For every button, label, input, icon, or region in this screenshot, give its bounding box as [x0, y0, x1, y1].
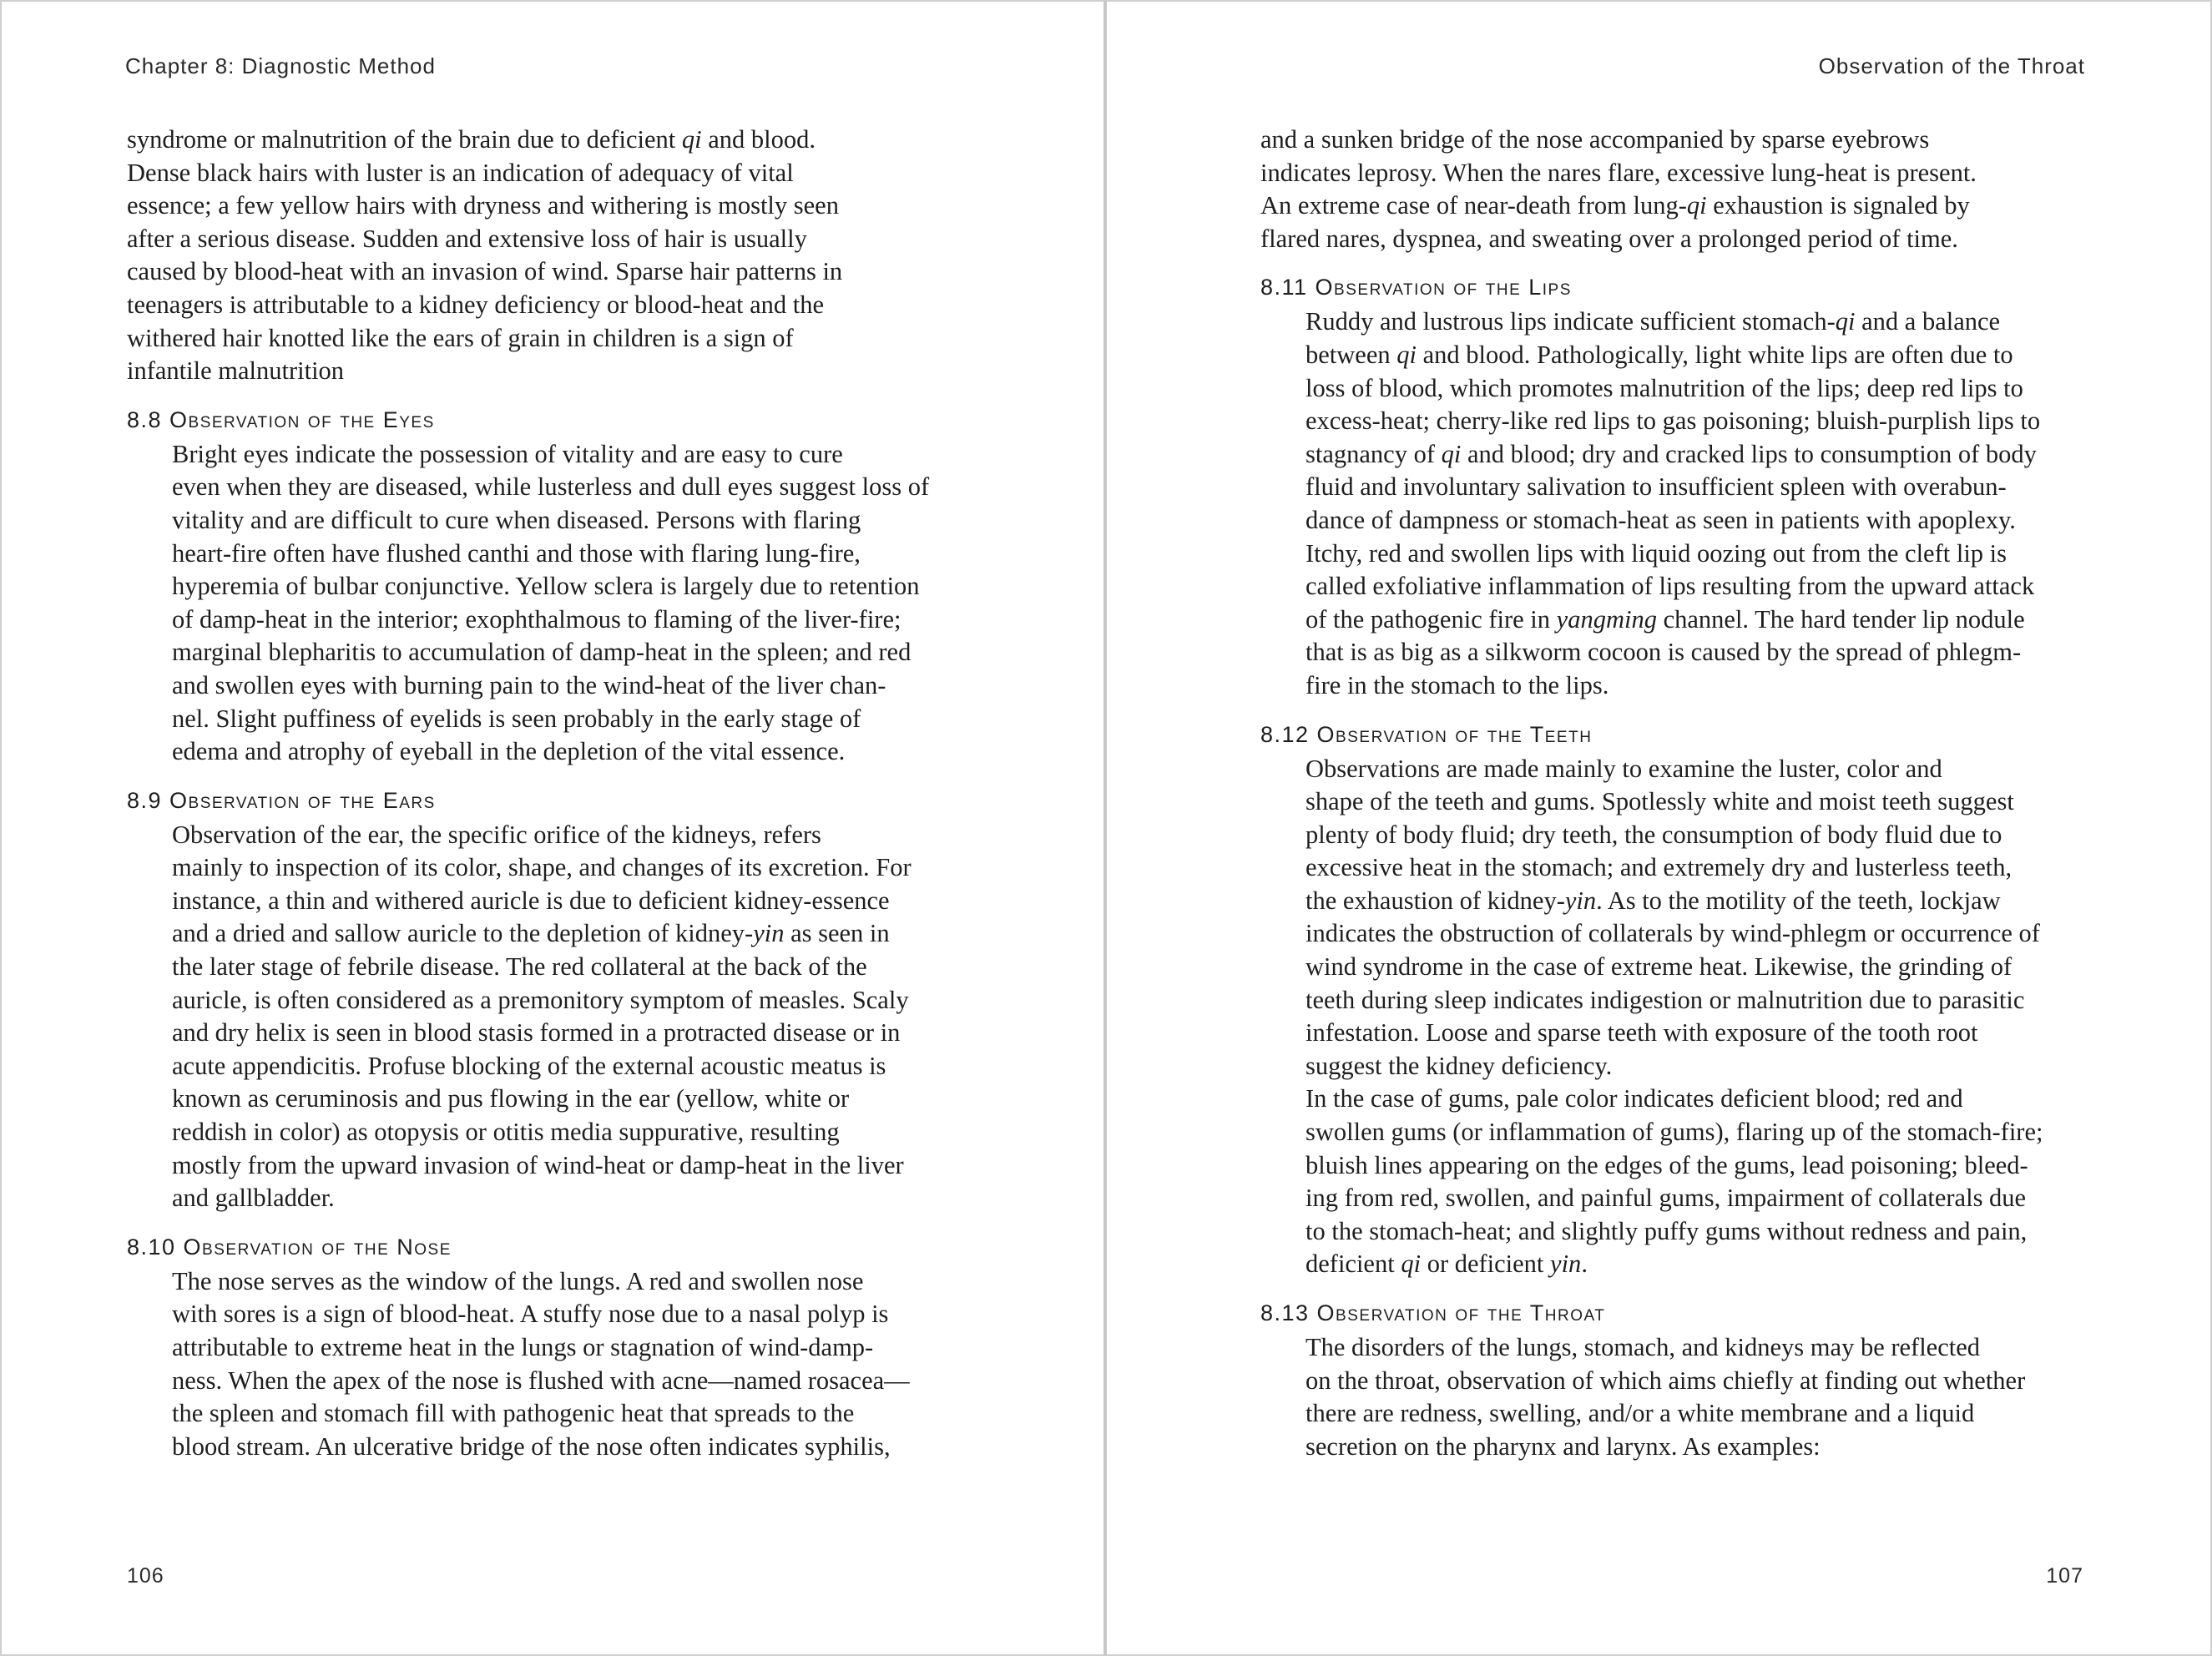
text-line: nel. Slight puffiness of eyelids is seen probably in the early stage of [172, 704, 861, 733]
text-line: ness. When the apex of the nose is flushed with acne—named rosacea— [172, 1366, 910, 1395]
text-line: Itchy, red and swollen lips with liquid oozing out from the cleft lip is [1305, 538, 2007, 568]
text-line: Bright eyes indicate the possession of vitality and are easy to cure [172, 439, 843, 468]
text-line: with sores is a sign of blood-heat. A stuffy nose due to a nasal polyp is [172, 1300, 889, 1329]
text-line: bluish lines appearing on the edges of the gums, lead poisoning; bleed- [1305, 1150, 2028, 1179]
text-line: Observations are made mainly to examine the luster, color and [1305, 754, 1942, 783]
paragraph [127, 124, 953, 388]
text-line: ing from red, swollen, and painful gums, impairment of collaterals due [1305, 1184, 2027, 1213]
page-number: 106 [127, 1564, 164, 1588]
paragraph [1260, 124, 2087, 255]
text-line: to the stomach-heat; and slightly puffy gums without redness and pain, [1305, 1216, 2028, 1245]
text-line: and gallbladder. [172, 1184, 335, 1213]
section-heading: 8.9 Observation of the Ears [127, 787, 436, 813]
text-line: mainly to inspection of its color, shape, and changes of its excretion. For [172, 853, 912, 882]
text-line: loss of blood, which promotes malnutrition of the lips; deep red lips to [1305, 373, 2023, 402]
text-line: secretion on the pharynx and larynx. As examples: [1305, 1431, 1821, 1461]
text-line: shape of the teeth and gums. Spotlessly white and moist teeth suggest [1305, 787, 2014, 816]
text-line: infestation. Loose and sparse teeth with exposure of the tooth root [1305, 1018, 1978, 1048]
text-line: withered hair knotted like the ears of grain in children is a sign of [127, 323, 794, 352]
page-body [127, 124, 953, 1463]
text-line: mostly from the upward invasion of wind-heat or damp-heat in the liver [172, 1150, 904, 1179]
text-line: dance of dampness or stomach-heat as seen in patients with apoplexy. [1305, 505, 2016, 534]
text-line: between qi and blood. Pathologically, light white lips are often due to [1305, 340, 2013, 369]
section-heading: 8.8 Observation of the Eyes [127, 406, 435, 432]
text-line: An extreme case of near-death from lung-qi exhaustion is signaled by [1260, 191, 1970, 220]
text-line: indicates the obstruction of collaterals by wind-phlegm or occurrence of [1305, 919, 2040, 948]
text-line: fluid and involuntary salivation to insufficient spleen with overabun- [1305, 472, 2007, 502]
page-number: 107 [2046, 1564, 2083, 1588]
text-line: indicates leprosy. When the nares flare, excessive lung-heat is present. [1260, 158, 1977, 187]
text-line: blood stream. An ulcerative bridge of the nose often indicates syphilis, [172, 1431, 891, 1461]
text-line: heart-fire often have flushed canthi and those with flaring lung-fire, [172, 538, 861, 568]
text-line: excess-heat; cherry-like red lips to gas poisoning; bluish-purplish lips to [1305, 406, 2041, 436]
page-body [1260, 124, 2087, 1463]
text-line: caused by blood-heat with an invasion of wind. Sparse hair patterns in [127, 257, 843, 286]
text-line: there are redness, swelling, and/or a white membrane and a liquid [1305, 1399, 1975, 1428]
paragraph [1260, 753, 2087, 1083]
text-line: stagnancy of qi and blood; dry and cracked lips to consumption of body [1305, 439, 2037, 468]
left-page [0, 0, 1103, 1656]
text-line: attributable to extreme heat in the lungs or stagnation of wind-damp- [172, 1333, 874, 1361]
text-line: suggest the kidney deficiency. [1305, 1051, 1613, 1080]
paragraph [127, 819, 953, 1215]
text-line: and a sunken bridge of the nose accompanied by sparse eyebrows [1260, 125, 1930, 154]
text-line: instance, a thin and withered auricle is due to deficient kidney-essence [172, 886, 890, 915]
text-line: edema and atrophy of eyeball in the depletion of the vital essence. [172, 737, 846, 766]
text-line: after a serious disease. Sudden and extensive loss of hair is usually [127, 224, 807, 253]
text-line: fire in the stomach to the lips. [1305, 670, 1609, 699]
text-line: plenty of body fluid; dry teeth, the consumption of body fluid due to [1305, 820, 2002, 849]
text-line: infantile malnutrition [127, 356, 345, 386]
text-line: auricle, is often considered as a premonitory symptom of measles. Scaly [172, 985, 909, 1014]
right-page [1107, 0, 2212, 1656]
text-line: marginal blepharitis to accumulation of damp-heat in the spleen; and red [172, 638, 912, 667]
paragraph [1260, 1331, 2087, 1463]
text-line: known as ceruminosis and pus flowing in the ear (yellow, white or [172, 1084, 850, 1113]
text-line: flared nares, dyspnea, and sweating over a prolonged period of time. [1260, 224, 1958, 253]
text-line: hyperemia of bulbar conjunctive. Yellow sclera is largely due to retention [172, 572, 920, 601]
paragraph [1260, 305, 2087, 702]
text-line: vitality and are difficult to cure when diseased. Persons with flaring [172, 505, 861, 534]
text-line: syndrome or malnutrition of the brain due to deficient qi and blood. [127, 125, 816, 154]
text-line: Observation of the ear, the specific orifice of the kidneys, refers [172, 820, 821, 849]
text-line: of the pathogenic fire in yangming channel. The hard tender lip nodule [1305, 604, 2025, 634]
text-line: essence; a few yellow hairs with dryness and withering is mostly seen [127, 191, 839, 220]
text-line: the exhaustion of kidney-yin. As to the motility of the teeth, lockjaw [1305, 886, 2001, 915]
text-line: Ruddy and lustrous lips indicate sufficient stomach-qi and a balance [1305, 307, 2001, 336]
text-line: and a dried and sallow auricle to the depletion of kidney-yin as seen in [172, 919, 890, 948]
text-line: deficient qi or deficient yin. [1305, 1250, 1588, 1279]
text-line: and swollen eyes with burning pain to the wind-heat of the liver chan- [172, 670, 886, 699]
paragraph [1260, 1083, 2087, 1281]
running-head: Chapter 8: Diagnostic Method [125, 53, 436, 78]
text-line: called exfoliative inflammation of lips resulting from the upward attack [1305, 572, 2035, 601]
text-line: The nose serves as the window of the lungs. A red and swollen nose [172, 1266, 864, 1295]
section-heading: 8.11 Observation of the Lips [1260, 275, 1572, 300]
text-line: that is as big as a silkworm cocoon is caused by the spread of phlegm- [1305, 638, 2022, 667]
paragraph [127, 438, 953, 769]
paragraph [127, 1265, 953, 1464]
text-line: and dry helix is seen in blood stasis formed in a protracted disease or in [172, 1018, 901, 1048]
text-line: In the case of gums, pale color indicates deficient blood; red and [1305, 1084, 1963, 1113]
text-line: Dense black hairs with luster is an indication of adequacy of vital [127, 158, 794, 187]
text-line: the spleen and stomach fill with pathogenic heat that spreads to the [172, 1399, 855, 1428]
text-line: the later stage of febrile disease. The red collateral at the back of the [172, 952, 867, 982]
text-line: even when they are diseased, while lusterless and dull eyes suggest loss of [172, 472, 930, 502]
text-line: of damp-heat in the interior; exophthalmous to flaming of the liver-fire; [172, 604, 901, 634]
running-head: Observation of the Throat [1818, 53, 2085, 78]
section-heading: 8.12 Observation of the Teeth [1260, 721, 1593, 747]
text-line: teeth during sleep indicates indigestion or malnutrition due to parasitic [1305, 985, 2025, 1014]
section-heading: 8.10 Observation of the Nose [127, 1234, 452, 1260]
text-line: swollen gums (or inflammation of gums), flaring up of the stomach-fire; [1305, 1118, 2043, 1147]
section-heading: 8.13 Observation of the Throat [1260, 1300, 1606, 1325]
text-line: teenagers is attributable to a kidney deficiency or blood-heat and the [127, 290, 825, 319]
text-line: excessive heat in the stomach; and extremely dry and lusterless teeth, [1305, 853, 2013, 882]
text-line: reddish in color) as otopysis or otitis media suppurative, resulting [172, 1118, 840, 1147]
text-line: wind syndrome in the case of extreme heat. Likewise, the grinding of [1305, 952, 2013, 982]
text-line: The disorders of the lungs, stomach, and kidneys may be reflected [1305, 1333, 1981, 1361]
text-line: on the throat, observation of which aims chiefly at finding out whether [1305, 1366, 2026, 1395]
text-line: acute appendicitis. Profuse blocking of the external acoustic meatus is [172, 1051, 886, 1080]
